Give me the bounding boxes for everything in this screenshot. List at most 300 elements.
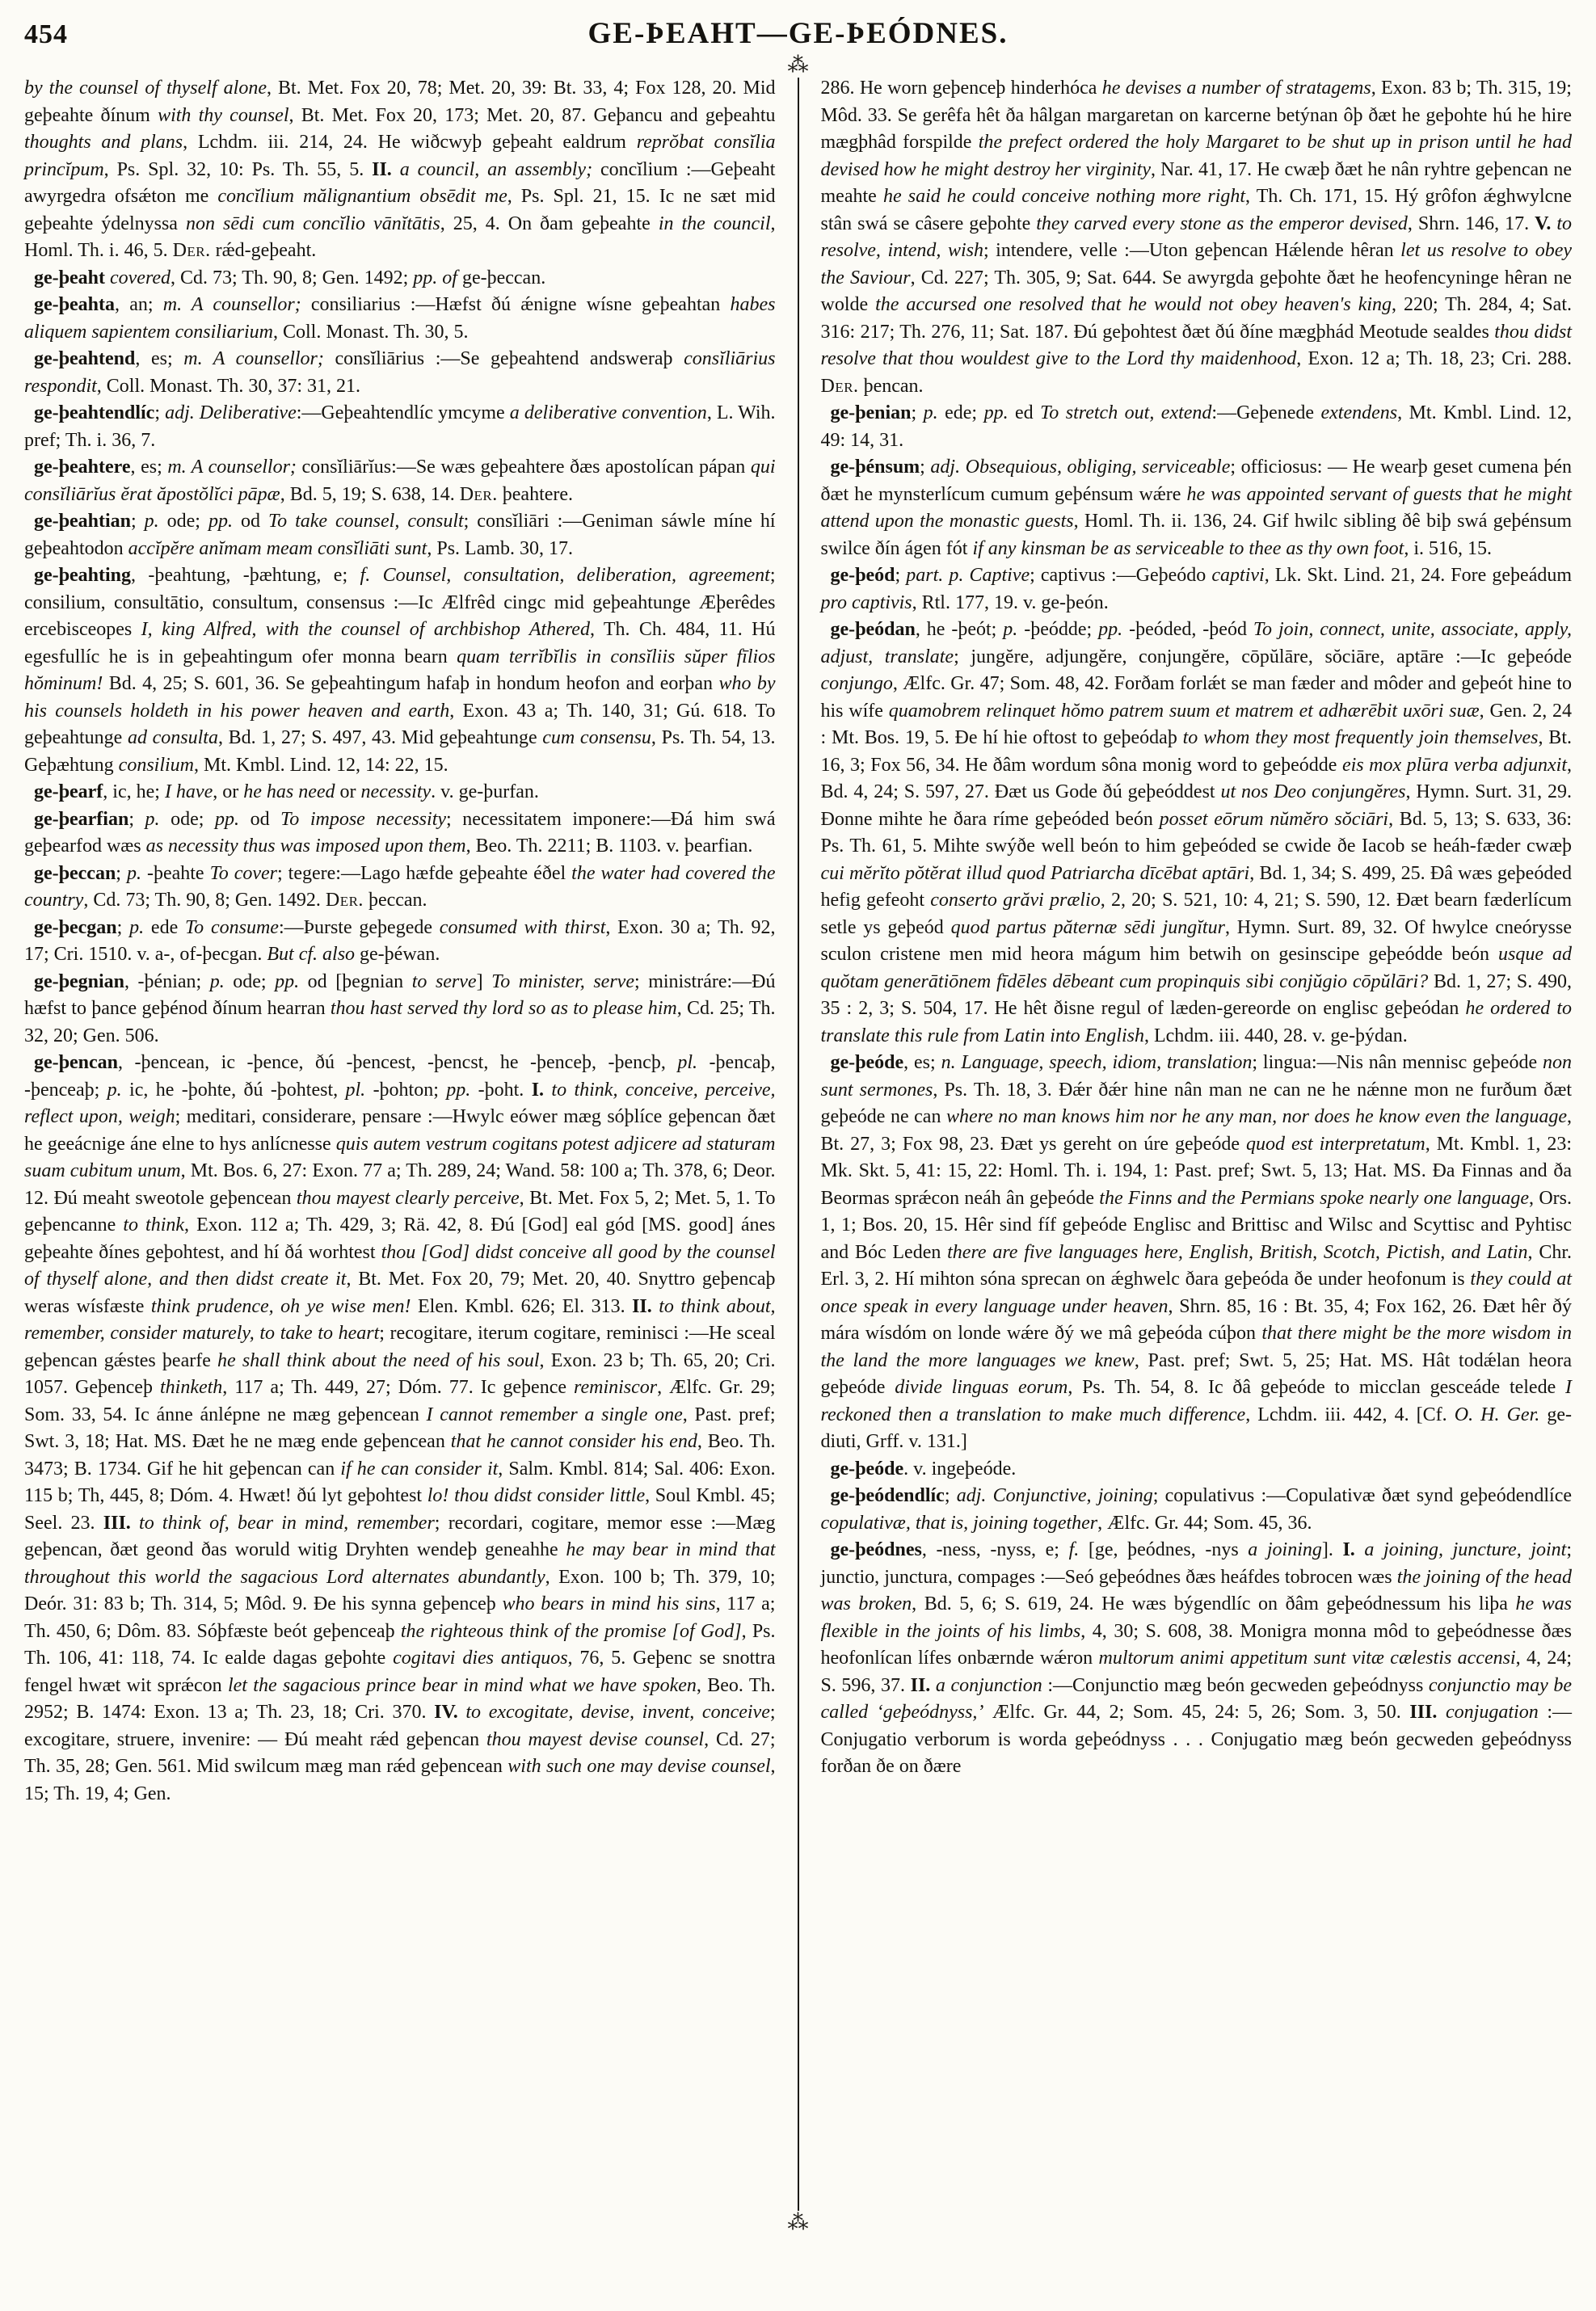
entry-text: to think — [123, 1214, 185, 1235]
dictionary-entry — [24, 562, 776, 779]
entry-text: m. A counsellor; — [167, 457, 302, 478]
entry-text: p. — [107, 1079, 122, 1101]
entry-text: a deliberative convention — [509, 402, 707, 423]
entry-text: they could at once speak in every language under heaven — [820, 1269, 1572, 1317]
headword: ge-þearfian — [34, 808, 129, 830]
headword: ge-þegnian — [34, 970, 125, 992]
dictionary-entry — [24, 454, 776, 508]
entry-text: , Past. pref; Swt. 3, 18; Hat. MS. Ðæt he ne mæg ende geþencean — [24, 1404, 776, 1452]
entry-text: , Ælfc. Gr. 47; Som. 48, 42. Forðam forlǽt se man fæder and môder and geþeót hine to his wífe — [820, 673, 1572, 722]
entry-text: , Bd. 1, 34; S. 499, 25. Ðâ wæs geþeóded hefig gefeoht — [820, 862, 1572, 911]
entry-text: , Gen. 2, 24 : Mt. Bos. 19, 5. Ðe hí hie oftost to geþeódaþ — [820, 700, 1573, 748]
entry-text: :—Conjugatio verborum is worda geþeódnyss . . . Conjugatio mæg beón gecweden geþeódnyss forðan ðe on ðære — [820, 1702, 1572, 1777]
entry-text: To consume — [185, 916, 279, 938]
entry-text: pp. — [215, 808, 239, 830]
entry-text: ; recordari, cogitare, memor esse :—Mæg geþencan, ðæt geond ðas woruld witig Dryhten wendeþ geneahhe — [24, 1512, 776, 1560]
page-title: GE-ÞEAHT—GE-ÞEÓDNES. — [587, 17, 1009, 50]
entry-text: he may bear in mind that throughout this world the sagacious Lord alternates abundantly — [24, 1539, 776, 1588]
entry-text: ; — [944, 1485, 957, 1506]
entry-text: multorum animi appetitum sunt vitæ cælestis accensi — [1098, 1648, 1516, 1669]
entry-text: covered — [109, 267, 171, 288]
headword: ge-þeahtendlíc — [34, 402, 155, 423]
entry-text: if any kinsman be as serviceable to thee as thy own foot — [972, 537, 1404, 559]
entry-text: ; intendere, velle :—Uton geþencan Hǽlende hêran — [983, 240, 1401, 261]
entry-text: , Shrn. 85, 16 : Bt. 35, 4; Fox 162, 26. Ðæt hêr ðý mára wísdóm on londe wǽre ðý we mâ geþeóda cúþon — [820, 1295, 1572, 1344]
entry-text: pp. — [275, 970, 300, 992]
entry-text: -þeódde; — [1017, 619, 1099, 640]
page-number: 454 — [24, 19, 68, 49]
entry-text: , Cd. 27; Th. 35, 28; Gen. 561. Mid swilcum mæg man rǽd geþencean — [24, 1728, 776, 1777]
entry-text: quis autem vestrum cogitans potest adjicere ad staturam suam cubitum unum — [24, 1133, 776, 1181]
entry-text: to excogitate, devise, invent, conceive — [465, 1702, 770, 1723]
entry-text: ; — [128, 808, 145, 830]
entry-text: adj. Deliberative — [165, 402, 297, 423]
entry-text: ; consĭliāri :—Geniman sáwle míne hí geþeahtodon — [24, 511, 776, 559]
entry-text: I. — [531, 1079, 552, 1101]
headword: ge-þenian — [830, 402, 912, 423]
entry-text: ed — [1008, 402, 1041, 423]
entry-text: , Cd. 227; Th. 305, 9; Sat. 644. Se awyrgda geþohte ðæt he heofencyninge hêran ne wolde — [820, 267, 1572, 315]
entry-text: p. — [129, 916, 145, 938]
entry-text: , 15; Th. 19, 4; Gen. — [24, 1756, 776, 1804]
entry-text: , Ps. Th. 106, 41: 118, 74. Ic ealde dagas geþohte — [24, 1620, 776, 1669]
dictionary-entry — [24, 265, 776, 293]
entry-text: ; — [895, 565, 907, 586]
headword: ge-þeóde — [830, 1458, 904, 1480]
entry-text: with such one may devise counsel — [507, 1756, 771, 1777]
entry-text: ; excogitare, struere, invenire: — Ðú meaht rǽd geþencan — [24, 1702, 776, 1750]
entry-text: thoughts and plans — [24, 132, 183, 153]
entry-text: , 220; Th. 284, 4; Sat. 316: 217; Th. 276, 11; Sat. 187. Ðú geþohtest ðæt ðú ðíne mægþhád Meotude sealdes — [820, 294, 1572, 343]
entry-text: , Ps. Lamb. 30, 17. — [427, 537, 574, 559]
entry-text: III. — [103, 1512, 140, 1534]
entry-text: copulativæ, that is, joining together — [820, 1512, 1098, 1534]
entry-text: O. H. Ger. — [1454, 1404, 1540, 1425]
entry-text: lo! thou didst consider little — [427, 1485, 646, 1506]
entry-text: , Soul Kmbl. 45; Seel. 23. — [24, 1485, 776, 1534]
entry-text: quod est interpretatum — [1245, 1133, 1425, 1155]
entry-text: f. Counsel, consultation, deliberation, agreement — [360, 565, 770, 586]
entry-text: , 4, 24; S. 596, 37. — [820, 1648, 1572, 1696]
entry-text: who bears in mind his sins — [502, 1593, 716, 1614]
entry-text: , Salm. Kmbl. 814; Sal. 406: Exon. 115 b; Th, 445, 8; Dóm. 4. Hwæt! ðú lyt geþohtest — [24, 1458, 776, 1506]
entry-text: thou mayest devise counsel — [486, 1728, 705, 1750]
entry-text: consĭliārius :—Se geþeahtend andsweraþ — [335, 348, 684, 369]
entry-text: think prudence, oh ye wise men! — [150, 1295, 411, 1317]
dictionary-entry — [24, 779, 776, 806]
entry-text: that he cannot consider his end — [450, 1431, 697, 1452]
entry-text: ; consilium, consultātio, consultum, consensus :—Ic Ælfrêd cingc mid geþeahtunge Æþerêdes ercebisceopes — [24, 565, 776, 640]
entry-text: , Shrn. 146, 17. — [1407, 213, 1535, 234]
entry-text: :—Þurste geþegede — [278, 916, 440, 938]
entry-text: ]. — [1321, 1539, 1343, 1560]
entry-text: thou [God] didst conceive all good by the counsel of thyself alone, and then didst create it — [24, 1241, 776, 1290]
entry-text: in the council — [658, 213, 771, 234]
dictionary-entry — [24, 915, 776, 969]
entry-text: , Exon. 43 a; Th. 140, 31; Gú. 618. To geþeahtunge — [24, 700, 776, 748]
entry-text: . v. ge-þurfan. — [431, 781, 539, 802]
entry-text: ge-þeccan. — [457, 267, 546, 288]
entry-text: I, king Alfred, with the counsel of archbishop Athered — [141, 619, 590, 640]
entry-text: :—Geþenede — [1211, 402, 1321, 423]
entry-text: ic, he -þohte, ðú -þohtest, — [121, 1079, 346, 1101]
entry-text: pl. — [345, 1079, 366, 1101]
entry-text: non sēdi cum concĭlio vānĭtātis — [185, 213, 440, 234]
entry-text: quamobrem relinquet hŏmo patrem suum et matrem et adhærēbit uxōri suæ — [888, 700, 1480, 722]
entry-text: conjugation — [1446, 1702, 1539, 1723]
entry-text: n. Language, speech, idiom, translation — [941, 1052, 1253, 1073]
dictionary-entry — [821, 400, 1573, 454]
entry-text: a joining, juncture, joint — [1364, 1539, 1567, 1560]
entry-text: , or — [213, 781, 244, 802]
entry-text: , L. Wih. pref; Th. i. 36, 7. — [24, 402, 776, 451]
entry-text: they carved every stone as the emperor devised — [1036, 213, 1408, 234]
entry-text: , Cd. 73; Th. 90, 8; Gen. 1492; — [171, 267, 414, 288]
entry-text: posset eōrum nŭmĕro sŏciāri — [1159, 808, 1389, 830]
entry-text: a joining — [1248, 1539, 1322, 1560]
entry-text: , Mt. Kmbl. Lind. 12, 14: 22, 15. — [194, 754, 448, 776]
dictionary-entry — [821, 617, 1573, 1050]
entry-text: , 76, 5. Geþenc se snottra fengel hwæt wit sprǽcon — [24, 1648, 776, 1696]
entry-text: m. A counsellor; — [162, 294, 311, 315]
entry-text: qui consĭliārĭus ĕrat ăpostŏlĭci pāpæ — [24, 457, 776, 505]
headword: ge-þeahtian — [34, 511, 131, 532]
entry-text: the water had covered the country — [24, 862, 776, 911]
headword: ge-þeódnes — [830, 1539, 922, 1560]
entry-text: ge-diuti, Grff. v. 131.] — [820, 1404, 1572, 1452]
entry-text: , Homl. Th. i. 46, 5. — [24, 213, 776, 261]
headword: ge-þeód — [830, 565, 895, 586]
entry-text: pp. of — [413, 267, 457, 288]
entry-text: , Cd. 73; Th. 90, 8; Gen. 1492. — [83, 890, 326, 911]
entry-text: ; copulativus :—Copulativæ ðæt synd geþeódendlíce — [1152, 1485, 1573, 1506]
dictionary-entry — [24, 346, 776, 400]
dictionary-entry — [24, 969, 776, 1050]
entry-text: þeahtere. — [497, 483, 574, 505]
entry-text: reminiscor — [574, 1377, 658, 1398]
entry-text: ad consulta — [127, 727, 218, 748]
entry-text: III. — [1409, 1702, 1447, 1723]
entry-text: -þencaþ, -þenceaþ; — [24, 1052, 776, 1101]
entry-text: , Rtl. 177, 19. v. ge-þeón. — [912, 591, 1109, 613]
entry-text: to whom they most frequently join themselves — [1182, 727, 1539, 748]
entry-text: ode; — [159, 808, 215, 830]
entry-text: adj. Obsequious, obliging, serviceable — [930, 457, 1231, 478]
entry-text: pp. — [983, 402, 1009, 423]
entry-text: -þoht. — [470, 1079, 532, 1101]
entry-text: , Lchdm. iii. 440, 28. v. ge-þýdan. — [1143, 1025, 1408, 1046]
entry-text: , Coll. Monast. Th. 30, 5. — [272, 321, 469, 343]
entry-text: pro captivis — [820, 591, 912, 613]
entry-text: , es; — [903, 1052, 941, 1073]
entry-text: ; officiosus: — He wearþ geset cumena þén ðæt he mynsterlícum cumum geþénsum wǽre — [820, 457, 1573, 505]
entry-text: , Bd. 5, 13; S. 633, 36: Ps. Th. 61, 5. Mihte swýðe well beón to him geþeóded se cwide ðe Iacob se heáh-fæder cwæþ — [820, 808, 1572, 857]
entry-text: thou hast served thy lord so as to please him — [330, 998, 677, 1019]
headword: ge-þeódendlíc — [830, 1485, 945, 1506]
entry-text: To take counsel, consult — [267, 511, 464, 532]
headword: ge-þeahtend — [34, 348, 136, 369]
entry-text: , Exon. 112 a; Th. 429, 3; Rä. 42, 8. Ðú [God] eal gód [MS. good] ánes geþeahte ðínes geþohtest, and hí ðá worhtest — [24, 1214, 776, 1263]
headword: ge-þearf — [34, 781, 103, 802]
entry-text: , 2, 20; S. 521, 10: 4, 21; S. 590, 12. Ðæt bearn fæderlícum setle ys geþeód — [820, 890, 1573, 938]
dictionary-entry — [24, 292, 776, 346]
headword: ge-þeccan — [34, 862, 116, 884]
entry-text: , Exon. 23 b; Th. 65, 20; Cri. 1057. Geþenceþ — [24, 1349, 776, 1398]
entry-text: the Finns and the Permians spoke nearly one language — [1099, 1187, 1530, 1209]
entry-text: ode; — [224, 970, 276, 992]
entry-text: , Bt. Met. Fox 20, 78; Met. 20, 39: Bt. 33, 4; Fox 128, 20. Mid geþeahte ðínum — [24, 78, 776, 126]
entry-text: pp. — [208, 511, 233, 532]
entry-text: IV. — [434, 1702, 466, 1723]
entry-text: , Ps. Th. 54, 8. Ic ðâ geþeóde to micclan gesceáde telede — [1068, 1377, 1565, 1398]
entry-continuation — [24, 75, 776, 265]
entry-text: II. — [632, 1295, 659, 1317]
entry-text: -þeahte — [141, 862, 210, 884]
entry-text: concĭlium :—Geþeaht awyrgedra ofsǽton me — [24, 158, 776, 207]
entry-text: ; lingua:—Nis nân mennisc geþeóde — [1252, 1052, 1543, 1073]
dictionary-entry — [821, 562, 1573, 617]
entry-text: To minister, serve — [491, 970, 634, 992]
entry-text: But cf. also — [267, 944, 356, 965]
entry-text: , -þénian; — [124, 970, 210, 992]
headword: ge-þeóde — [830, 1052, 904, 1073]
entry-text: ; meditari, considerare, pensare :—Hwylc eówer mæg sóþlíce geþencan ðæt he geeácnige áne elne to hys anlícnesse — [24, 1106, 776, 1155]
entry-text: ede; — [937, 402, 984, 423]
entry-text: :—Geþeahtendlíc ymcyme — [296, 402, 510, 423]
entry-text: To cover — [209, 862, 278, 884]
entry-text: that there might be the more wisdom in the land the more languages we knew — [820, 1323, 1572, 1371]
entry-text: thou didst resolve that thou wouldest give to the Lord thy maidenhood — [820, 321, 1573, 369]
entry-text: pp. — [1098, 619, 1123, 640]
entry-text: 286. He worn geþenceþ hinderhóca — [820, 78, 1102, 99]
headword: ge-þeahta — [34, 294, 115, 315]
entry-text: as necessity thus was imposed upon them — [145, 836, 466, 857]
divider-ornament-top-icon: ⁂ — [787, 53, 809, 77]
entry-text: cogitavi dies antiquos — [393, 1648, 568, 1669]
entry-text: , Beo. Th. 3473; B. 1734. Gif he hit geþencan can — [24, 1431, 776, 1480]
entry-text: ge-þéwan. — [355, 944, 440, 965]
entry-text: Bd. 4, 25; S. 601, 36. Se geþeahtingum hafaþ in hondum heofon and eorþan — [103, 673, 719, 694]
entry-text: I cannot remember a single one — [426, 1404, 683, 1425]
entry-text: the righteous think of the promise [of God] — [400, 1620, 742, 1642]
entry-text: consumed with thirst — [439, 916, 606, 938]
entry-text: , Bt. Met. Fox 20, 173; Met. 20, 87. Geþancu and geþeahtu — [288, 104, 776, 126]
column-right — [821, 75, 1573, 1808]
entry-text: the joining of the head was broken — [820, 1566, 1573, 1614]
entry-text: Elen. Kmbl. 626; El. 313. — [411, 1295, 633, 1317]
entry-text: usque ad quŏtam generātiōnem fīdēles dēbeant cum propinquis sibi conjŭgio cōpŭlāri? — [820, 944, 1572, 992]
headword: ge-þeahtere — [34, 457, 131, 478]
entry-text: ; — [911, 402, 924, 423]
entry-text: , Coll. Monast. Th. 30, 37: 31, 21. — [96, 375, 361, 397]
entry-text: , Hymn. Surt. 89, 32. Of hwylce cneórysse sculon cristene men mid heora mágum him betwih on gesinscipe geþeódde beón — [820, 916, 1572, 965]
entry-text: adj. Conjunctive, joining — [956, 1485, 1153, 1506]
dictionary-entry — [821, 1050, 1573, 1456]
entry-text: , 117 a; Th. 449, 27; Dóm. 77. Ic geþence — [222, 1377, 575, 1398]
entry-text: I. — [1342, 1539, 1365, 1560]
entry-text: , Past. pref; Swt. 5, 25; Hat. MS. Hât todǽlan heora geþeóde — [820, 1349, 1572, 1398]
entry-text: I reckoned then a translation to make much difference — [820, 1377, 1572, 1425]
entry-text: To join, connect, unite, associate, apply, adjust, translate — [820, 619, 1572, 667]
entry-text: part. p. Captive — [906, 565, 1030, 586]
entry-text: concĭlium mălignantium obsēdit me — [217, 186, 507, 207]
entry-text: , -þeahtung, -þæhtung, e; — [131, 565, 360, 586]
page-header — [24, 16, 1572, 51]
entry-text: , Mt. Bos. 6, 27: Exon. 77 a; Th. 289, 24; Wand. 58: 100 a; Th. 378, 6; Deor. 12. Ðú meaht sweotole geþencean — [24, 1160, 776, 1209]
entry-text: , es; — [130, 457, 168, 478]
entry-text: non sunt sermones — [820, 1052, 1572, 1101]
entry-text: , Ps. Spl. 21, 15. Ic ne sæt mid geþeahte ýdelnyssa — [24, 186, 776, 234]
entry-text: , es; — [135, 348, 184, 369]
dictionary-entry — [24, 861, 776, 915]
entry-text: a council, an assembly; — [399, 158, 600, 180]
entry-text: he ordered to translate this rule from Latin into English — [820, 998, 1572, 1046]
column-divider-rule — [798, 78, 799, 2219]
entry-text: ; — [116, 862, 127, 884]
entry-text: , Th. Ch. 484, 11. Hú egesfullíc he is in geþeahtingum ofer monna bearn — [24, 619, 776, 667]
entry-text: Der. — [820, 375, 859, 397]
entry-text: , Ps. Th. 54, 13. Geþæhtung — [24, 727, 776, 776]
entry-text: p. — [209, 970, 225, 992]
entry-text: , 4, 30; S. 608, 38. Monigra monna môd to geþeódnesse ðæs heofonlícan lífes onbærnde wǽron — [820, 1620, 1572, 1669]
entry-text: , Bt. Met. Fox 20, 79; Met. 20, 40. Snyttro geþencaþ weras wísfæste — [24, 1269, 776, 1317]
entry-text: conserto grăvi prælio — [930, 890, 1101, 911]
entry-text: Der. — [459, 483, 498, 505]
entry-text: , an; — [114, 294, 163, 315]
entry-text: od — [232, 511, 268, 532]
entry-text: m. A counsellor; — [183, 348, 335, 369]
entry-text: ; — [154, 402, 166, 423]
entry-text: where no man knows him nor he any man, nor does he know even the language — [945, 1106, 1568, 1127]
entry-text: to think of, bear in mind, remember — [139, 1512, 435, 1534]
entry-text: Ælfc. Gr. 44, 2; Som. 45, 24: 5, 26; Som. 3, 50. — [983, 1702, 1410, 1723]
headword: ge-þeaht — [34, 267, 105, 288]
entry-text: To impose necessity — [280, 808, 447, 830]
entry-text: -þeóded, -þeód — [1122, 619, 1253, 640]
entry-text: ; jungĕre, adjungĕre, conjungĕre, cōpŭlāre, sŏciāre, aptāre :—Ic geþeóde — [954, 646, 1573, 667]
entry-text: ut nos Deo conjungĕres — [1220, 781, 1406, 802]
dictionary-entry — [24, 400, 776, 454]
entry-text: , he -þeót; — [915, 619, 1004, 640]
entry-text: consilium — [118, 754, 194, 776]
entry-text: , 117 a; Th. 450, 6; Dôm. 83. Sóþfæste beót geþenceaþ — [24, 1593, 776, 1642]
entry-continuation — [821, 75, 1573, 400]
entry-text: , Bd. 1, 27; S. 497, 43. Mid geþeahtunge — [217, 727, 543, 748]
entry-text: accĭpĕre anĭmam meam consĭliāti sunt — [128, 537, 427, 559]
entry-text: þencan. — [858, 375, 924, 397]
entry-text: consĭliārĭus:—Se wæs geþeahtere ðæs apostolícan pápan — [301, 457, 751, 478]
entry-text: ; — [920, 457, 931, 478]
entry-text: , Exon. 83 b; Th. 315, 19; Môd. 33. Se gerêfa hêt ða hâlgan margaretan on karcerne betýnan ôþ ðæt he geþohte hú he hire mægþhâd forspilde — [820, 78, 1572, 153]
entry-text: . v. ingeþeóde. — [903, 1458, 1017, 1480]
entry-text: quod partus păternæ sēdi jungĭtur — [950, 916, 1225, 938]
entry-text: , Bt. 16, 3; Fox 56, 34. He ðâm wordum sôna monig word to geþeódde — [820, 727, 1572, 776]
entry-text: I have — [164, 781, 213, 802]
column-left — [24, 75, 776, 1808]
entry-text: , Bd. 5, 19; S. 638, 14. — [280, 483, 460, 505]
entry-text: cui mĕrĭto pŏtĕrat illud quod Patriarcha dīcēbat aptāri — [820, 862, 1250, 884]
entry-text: there are five languages here, English, British, Scotch, Pictish, and Latin — [947, 1241, 1528, 1263]
dictionary-entry — [821, 1456, 1573, 1484]
entry-text: , Bt. Met. Fox 5, 2; Met. 5, 1. To geþencanne — [24, 1187, 776, 1235]
entry-text: , ic, he; — [103, 781, 165, 802]
dictionary-entry — [24, 1050, 776, 1808]
entry-text: a conjunction — [935, 1674, 1042, 1696]
entry-text: captivi — [1211, 565, 1265, 586]
entry-text: conjunctio may be called ‘geþeódnyss,’ — [820, 1674, 1572, 1723]
entry-text: , Lchdm. iii. 214, 24. He wiðcwyþ geþeaht ealdrum — [183, 132, 637, 153]
entry-text: od — [239, 808, 281, 830]
entry-text: :—Conjunctio mæg beón gecweden geþeódnyss — [1042, 1674, 1429, 1696]
entry-text: ; tegere:—Lago hæfde geþeahte éðel — [277, 862, 572, 884]
entry-text: ede — [144, 916, 186, 938]
entry-text: , Exon. 12 a; Th. 18, 23; Cri. 288. — [1296, 348, 1573, 369]
entry-text: od [þegnian — [299, 970, 412, 992]
entry-text: , 25, 4. On ðam geþeahte — [440, 213, 659, 234]
entry-text: thou mayest clearly perceive — [296, 1187, 520, 1209]
entry-text: habes aliquem sapientem consiliarium — [24, 294, 776, 343]
entry-text: , -ness, -nyss, e; — [921, 1539, 1069, 1560]
entry-text: the accursed one resolved that he would not obey heaven's king — [875, 294, 1392, 315]
entry-text: , Nar. 41, 17. He cwæþ ðæt he nân ryhtre geþencan ne meahte — [820, 158, 1572, 207]
entry-text: necessity — [360, 781, 432, 802]
dictionary-entry — [821, 454, 1573, 562]
entry-text: quam terrĭbĭlis in consĭliis sŭper fīlios hŏminum! — [24, 646, 776, 694]
entry-text: , Chr. Erl. 3, 2. Hí mihton sóna sprecan on ǽghwelc ðara geþeóda ðe under heofonum is — [820, 1241, 1572, 1290]
entry-text: p. — [145, 808, 160, 830]
entry-text: to think about, remember, consider maturely, to take to heart — [24, 1295, 776, 1344]
entry-text: let the sagacious prince bear in mind what we have spoken — [227, 1674, 697, 1696]
entry-text: , Ps. Spl. 32, 10: Ps. Th. 55, 5. — [103, 158, 373, 180]
entry-text: ] — [476, 970, 492, 992]
entry-text: conjungo — [820, 673, 893, 694]
entry-text: Der. — [172, 240, 211, 261]
entry-text: divide linguas eorum — [895, 1377, 1068, 1398]
entry-text: ; necessitatem imponere:—Ðá him swá geþearfod wæs — [24, 808, 776, 857]
entry-text: , -þencean, ic -þence, ðú -þencest, -þencst, he -þenceþ, -þencþ, — [118, 1052, 678, 1073]
entry-text: p. — [1003, 619, 1018, 640]
entry-text: let us resolve to obey the Saviour — [820, 240, 1573, 288]
entry-text: reprŏbat consĭlia princĭpum — [24, 132, 776, 180]
entry-text: pl. — [677, 1052, 698, 1073]
entry-text: if he can consider it — [340, 1458, 499, 1480]
entry-text: extendens — [1320, 402, 1398, 423]
entry-text: ; ministráre:—Ðú hæfst to þance geþénod ðínum hearran — [24, 970, 776, 1019]
entry-text: ; captivus :—Geþeódo — [1030, 565, 1212, 586]
entry-text: to serve — [411, 970, 477, 992]
entry-text: , Bd. 5, 6; S. 619, 24. He wæs býgendlíc on ðâm geþeódnessum his liþa — [912, 1593, 1516, 1614]
entry-text: he shall think about the need of his soul — [217, 1349, 540, 1371]
entry-text: ode; — [158, 511, 208, 532]
entry-text: , Homl. Th. ii. 136, 24. Gif hwilc sibling ðê biþ swá geþénsum swilce ðín ágen fót — [820, 511, 1572, 559]
entry-text: by the counsel of thyself alone — [24, 78, 267, 99]
entry-text: , Th. Ch. 171, 15. Hý grôfon ǽghwylcne stân swá se câsere geþohte — [820, 186, 1572, 234]
entry-text: the prefect ordered the holy Margaret to be shut up in prison until he had devised how he might destroy her virginity — [820, 132, 1572, 180]
headword: ge-þencan — [34, 1052, 118, 1073]
entry-text: , Mt. Kmbl. Lind. 12, 49: 14, 31. — [820, 402, 1572, 451]
headword: ge-þeahting — [34, 565, 131, 586]
entry-text: rǽd-geþeaht. — [210, 240, 317, 261]
entry-text: , Ælfc. Gr. 29; Som. 33, 54. Ic ánne ánlépne ne mæg geþencean — [24, 1377, 776, 1425]
entry-text: II. — [910, 1674, 936, 1696]
entry-text: he was flexible in the joints of his limbs — [820, 1593, 1573, 1642]
entry-text: ; — [131, 511, 145, 532]
entry-text: cum consensu — [542, 727, 651, 748]
entry-text: II. — [372, 158, 400, 180]
entry-text: , Ors. 1, 1; Bos. 20, 15. Hêr sind fíf geþeóde Englisc and Brittisc and Wilsc and Scyttisc and Pyhtisc and Bóc Leden — [820, 1187, 1572, 1263]
entry-text: , Bt. 27, 3; Fox 98, 23. Ðæt ys gereht on úre geþeóde — [820, 1106, 1573, 1155]
entry-text: , Cd. 25; Th. 32, 20; Gen. 506. — [24, 998, 776, 1046]
